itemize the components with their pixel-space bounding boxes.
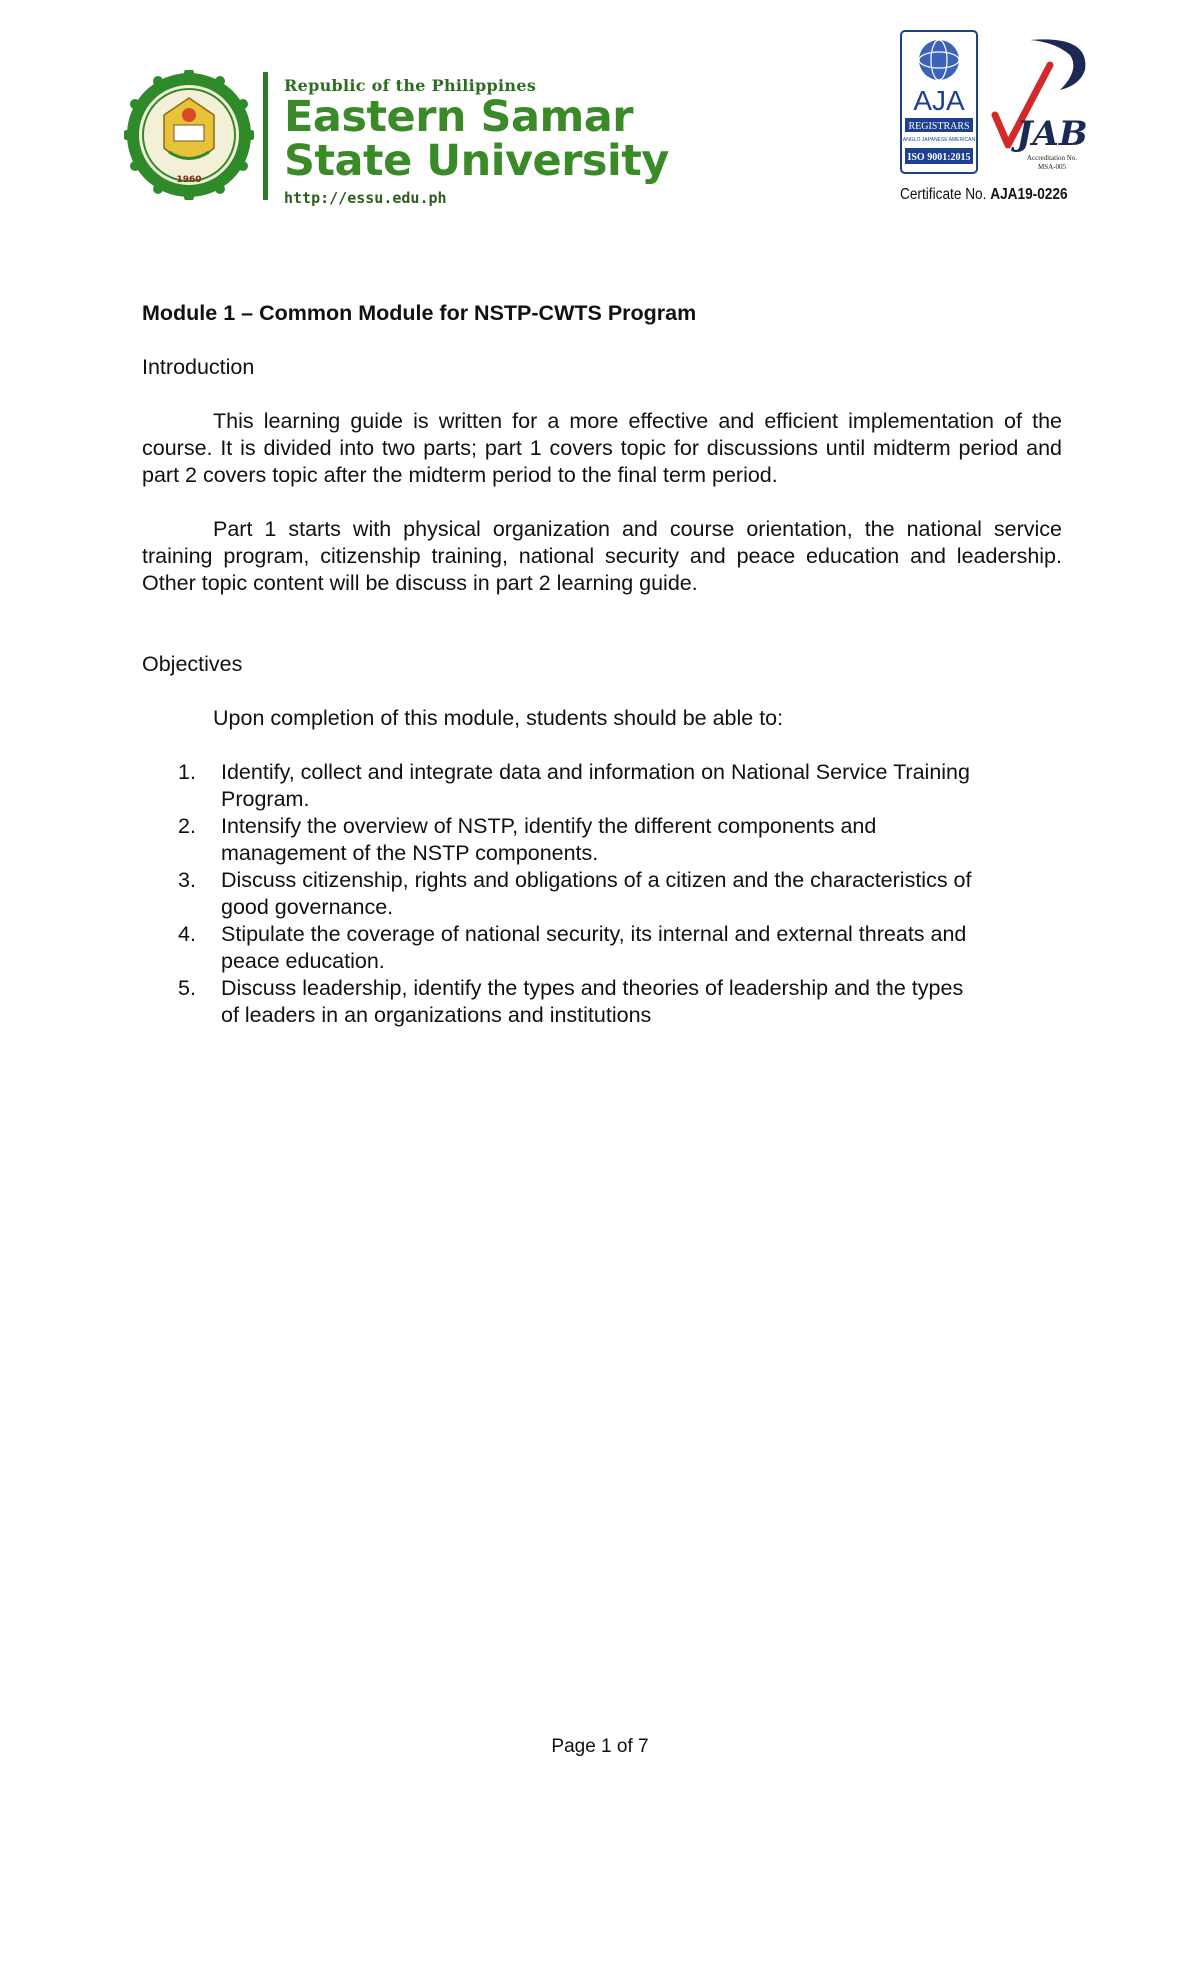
objective-line-2: good governance.	[221, 895, 394, 919]
svg-text:Accreditation No.: Accreditation No.	[1026, 154, 1078, 162]
svg-text:MSA-005: MSA-005	[1037, 163, 1067, 171]
svg-text:ANGLO JAPANESE AMERICAN: ANGLO JAPANESE AMERICAN	[902, 137, 976, 143]
objective-line-2: peace education.	[221, 949, 385, 973]
republic-label: Republic of the Philippines	[284, 76, 537, 95]
svg-text:JAB: JAB	[1016, 114, 1088, 154]
objective-item	[142, 975, 1062, 1029]
objective-line-1: Discuss citizenship, rights and obligations of a citizen and the characteristics of	[221, 868, 972, 892]
jab-accreditation-mark	[990, 30, 1095, 180]
certificate-value: AJA19-0226	[990, 186, 1068, 203]
objective-line-2: Program.	[221, 787, 310, 811]
page-number-footer: Page 1 of 7	[551, 1736, 649, 1757]
logo-divider	[263, 72, 268, 200]
objective-item	[142, 867, 1062, 921]
university-seal-logo	[124, 70, 254, 200]
svg-text:REGISTRARS: REGISTRARS	[908, 121, 970, 132]
objective-item	[142, 921, 1062, 975]
introduction-paragraph-1: This learning guide is written for a more effective and efficient implementation of the course. It is divided into two parts; part 1 covers topic for discussions until midterm period and part 2 covers topic after the midterm period to the final term period.	[142, 409, 1062, 487]
objective-number: 5.	[178, 976, 196, 1000]
svg-text:ISO 9001:2015: ISO 9001:2015	[907, 152, 971, 163]
objective-line-2: management of the NSTP components.	[221, 841, 599, 865]
objective-line-1: Identify, collect and integrate data and information on National Service Training	[221, 760, 970, 784]
university-name-line2: State University	[284, 136, 669, 186]
university-wordmark	[284, 76, 669, 207]
objective-line-1: Stipulate the coverage of national security, its internal and external threats and	[221, 922, 967, 946]
module-title: Module 1 – Common Module for NSTP-CWTS Program	[142, 301, 697, 325]
university-name-line1: Eastern Samar	[284, 92, 634, 142]
university-url: http://essu.edu.ph	[284, 189, 447, 207]
objective-line-1: Intensify the overview of NSTP, identify the different components and	[221, 814, 877, 838]
svg-text:1960: 1960	[176, 175, 202, 185]
objective-item	[142, 813, 1062, 867]
objectives-intro: Upon completion of this module, students should be able to:	[213, 706, 784, 730]
objective-item	[142, 759, 1062, 813]
objective-line-2: of leaders in an organizations and institutions	[221, 1003, 652, 1027]
introduction-heading: Introduction	[142, 355, 255, 379]
objective-number: 3.	[178, 868, 196, 892]
objective-line-1: Discuss leadership, identify the types and theories of leadership and the types	[221, 976, 964, 1000]
module-content	[142, 300, 1062, 1029]
svg-text:AJA: AJA	[913, 85, 965, 116]
objectives-heading: Objectives	[142, 652, 243, 676]
objective-number: 4.	[178, 922, 196, 946]
certificate-number	[900, 186, 1068, 204]
objective-number: 1.	[178, 760, 196, 784]
aja-registrars-badge	[900, 30, 978, 175]
objective-number: 2.	[178, 814, 196, 838]
introduction-paragraph-2: Part 1 starts with physical organization and course orientation, the national service training program, citizenship training, national security and peace education and leadership. Other topic content will be discuss in part 2 learning guide.	[142, 517, 1062, 595]
certificate-label: Certificate No.	[900, 186, 987, 203]
objectives-list	[142, 759, 1062, 1029]
